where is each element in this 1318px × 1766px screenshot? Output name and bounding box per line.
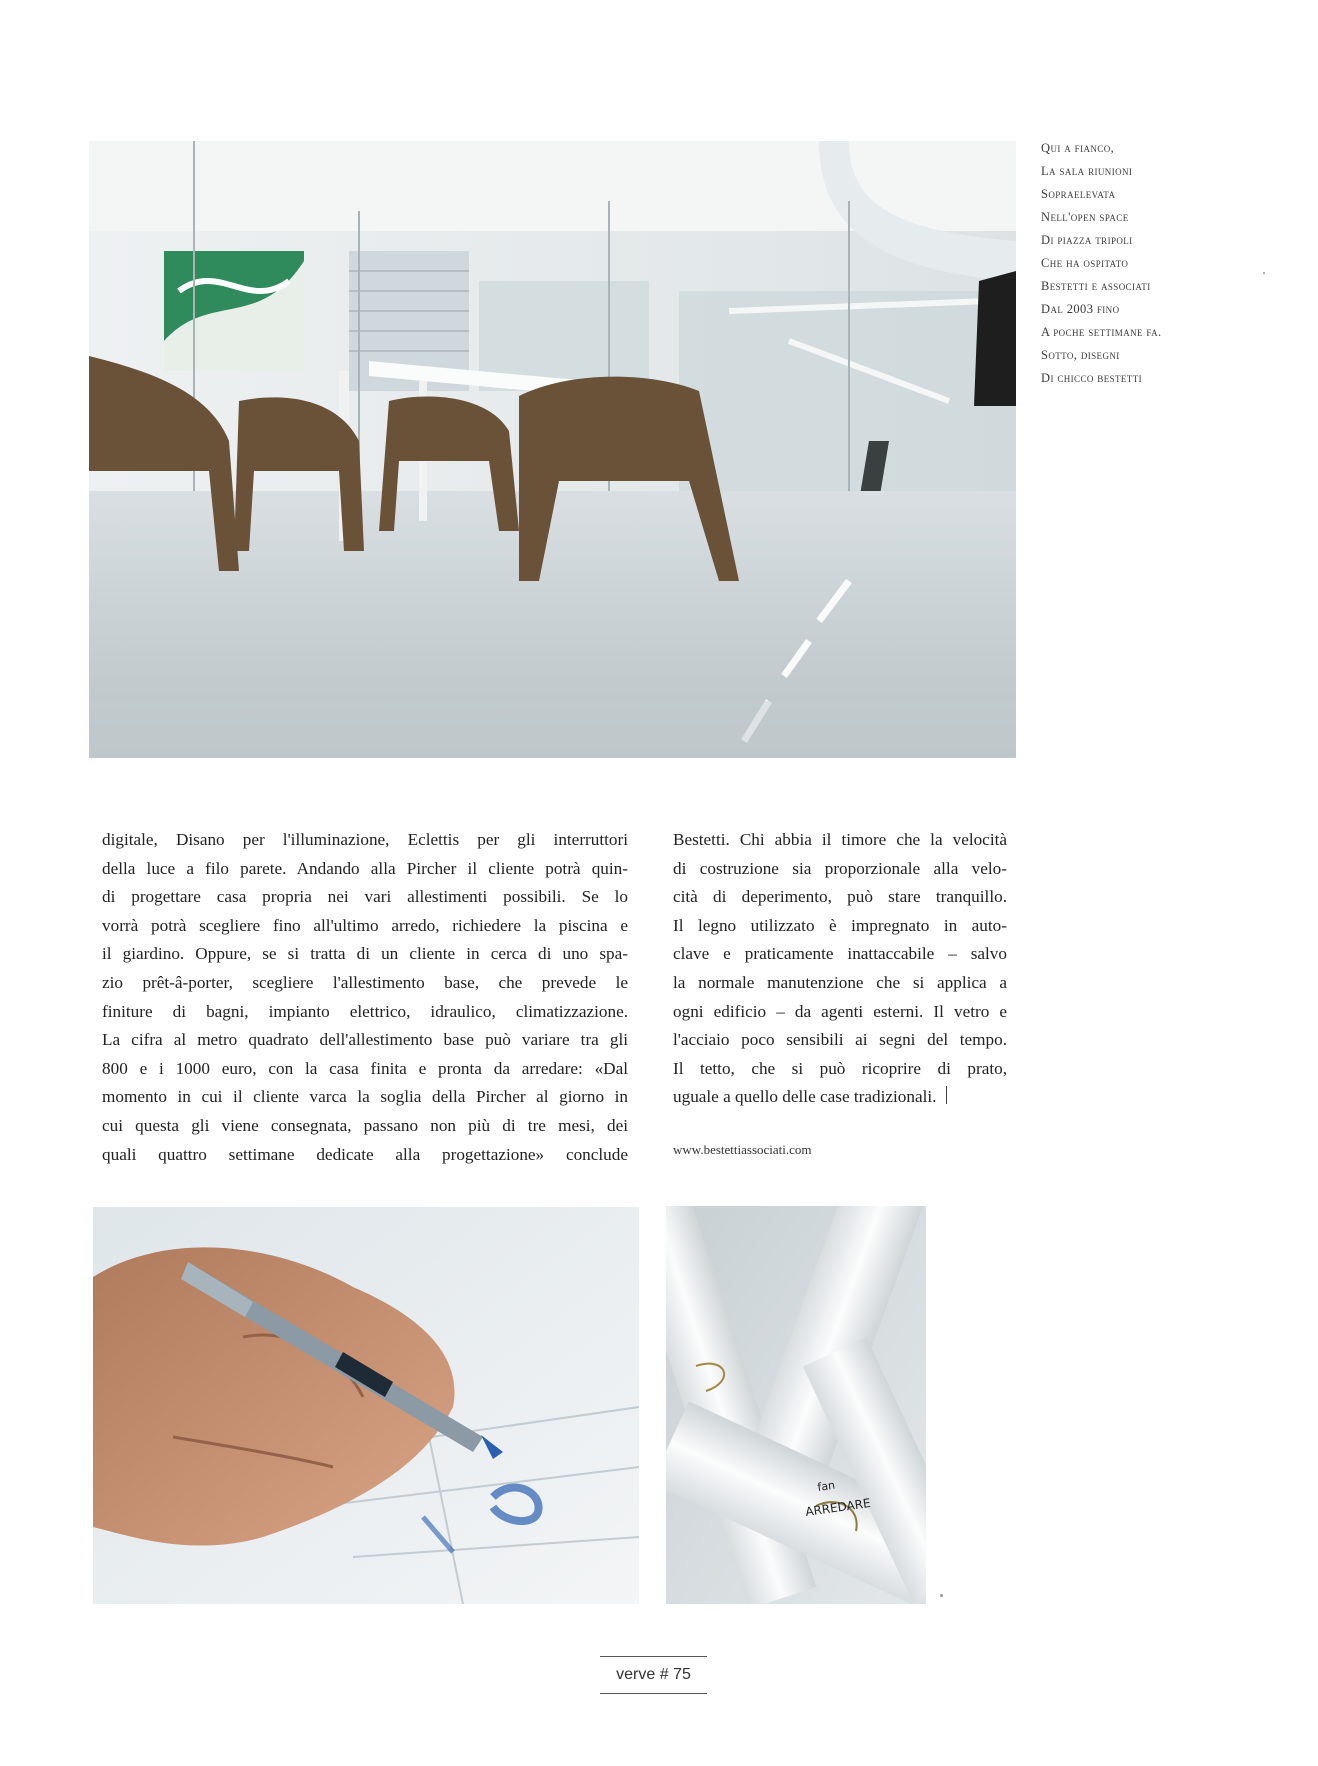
text-line: uguale a quello delle case tradizionali. bbox=[673, 1087, 937, 1107]
caption-line: Che ha ospitato bbox=[1041, 256, 1129, 270]
print-speck bbox=[940, 1594, 943, 1597]
article-left-column bbox=[102, 826, 628, 1169]
caption-line: Sopraelevata bbox=[1041, 187, 1116, 201]
photo-caption bbox=[1041, 137, 1251, 390]
text-line-last bbox=[673, 1083, 1007, 1112]
caption-line: A poche settimane fa. bbox=[1041, 325, 1162, 339]
caption-line: Di chicco bestetti bbox=[1041, 371, 1142, 385]
meeting-room-photo bbox=[89, 141, 1016, 758]
page-folio bbox=[600, 1656, 707, 1694]
text-line: Il tetto, che si può ricoprire di prato, bbox=[673, 1058, 1007, 1078]
text-line: cità di deperimento, può stare tranquillo. bbox=[673, 887, 1007, 907]
text-line: La cifra al metro quadrato dell'allestimento base può variare tra gli bbox=[102, 1030, 628, 1050]
caption-line: Sotto, disegni bbox=[1041, 348, 1120, 362]
caption-line: Di piazza tripoli bbox=[1041, 233, 1133, 247]
text-line: della luce a filo parete. Andando alla Pircher il cliente potrà quin- bbox=[102, 858, 628, 878]
caption-line: Qui a fianco, bbox=[1041, 141, 1115, 155]
text-line: ogni edificio – da agenti esterni. Il vetro e bbox=[673, 1001, 1007, 1021]
text-line: digitale, Disano per l'illuminazione, Eclettis per gli interruttori bbox=[102, 830, 628, 849]
text-line: momento in cui il cliente varca la soglia della Pircher al giorno in bbox=[102, 1087, 628, 1107]
text-line: 800 e i 1000 euro, con la casa finita e pronta da arredare: «Dal bbox=[102, 1058, 628, 1078]
caption-line: La sala riunioni bbox=[1041, 164, 1133, 178]
text-line: zio prêt-â-porter, scegliere l'allestimento base, che prevede le bbox=[102, 972, 628, 992]
text-line: clave e praticamente inattaccabile – salvo bbox=[673, 944, 1007, 964]
text-line: di costruzione sia proporzionale alla velo- bbox=[673, 858, 1007, 878]
caption-line: Bestetti e associati bbox=[1041, 279, 1151, 293]
print-speck bbox=[1263, 272, 1265, 274]
text-line: di progettare casa propria nei vari allestimenti possibili. Se lo bbox=[102, 887, 628, 907]
roll-label-top: fan bbox=[816, 1478, 836, 1494]
text-line: quali quattro settimane dedicate alla progettazione» conclude bbox=[102, 1144, 628, 1164]
text-line: cui questa gli viene consegnata, passano non più di tre mesi, dei bbox=[102, 1115, 628, 1135]
end-of-article-mark bbox=[946, 1086, 947, 1104]
rolled-drawings-photo bbox=[666, 1206, 926, 1604]
text-line: l'acciaio poco sensibili ai segni del tempo. bbox=[673, 1030, 1007, 1050]
folio-text: verve # 75 bbox=[616, 1666, 691, 1683]
text-line: Il legno utilizzato è impregnato in auto- bbox=[673, 915, 1007, 935]
text-line: finiture di bagni, impianto elettrico, idraulico, climatizzazione. bbox=[102, 1001, 628, 1021]
caption-line: Dal 2003 fino bbox=[1041, 302, 1120, 316]
text-line: Bestetti. Chi abbia il timore che la velocità bbox=[673, 830, 1007, 849]
article-right-column bbox=[673, 826, 1007, 1112]
hand-drawing-photo bbox=[93, 1207, 639, 1604]
website-link[interactable]: www.bestettiassociati.com bbox=[673, 1142, 812, 1157]
text-line: la normale manutenzione che si applica a bbox=[673, 972, 1007, 992]
roll-label-bottom: ARREDARE bbox=[804, 1495, 872, 1519]
text-line: vorrà potrà scegliere fino all'ultimo arredo, richiedere la piscina e bbox=[102, 915, 628, 935]
text-line: il giardino. Oppure, se si tratta di un cliente in cerca di uno spa- bbox=[102, 944, 628, 964]
caption-line: Nell'open space bbox=[1041, 210, 1129, 224]
